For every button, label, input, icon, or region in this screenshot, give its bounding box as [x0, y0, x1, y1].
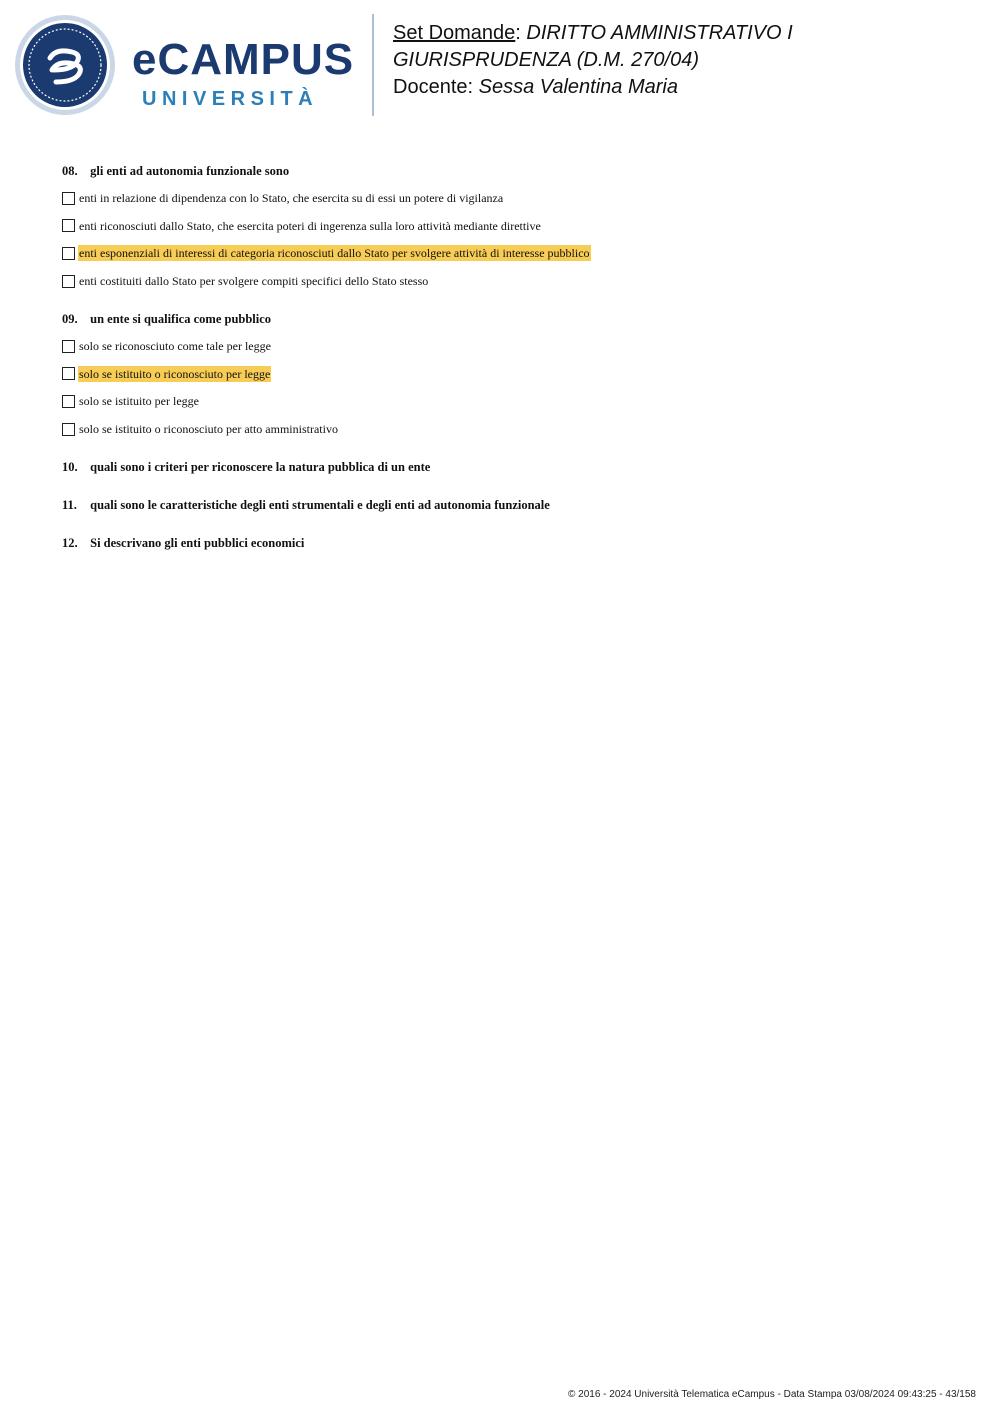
question-number: 08. [62, 164, 78, 178]
course-line-1 [393, 20, 993, 47]
question-text: Si descrivano gli enti pubblici economici [90, 536, 305, 551]
answer-checkbox[interactable] [62, 395, 75, 408]
answer-text-highlighted: enti esponenziali di interessi di categoria riconosciuti dallo Stato per svolgere attività di interesse pubblico [79, 246, 590, 261]
answer-checkbox[interactable] [62, 192, 75, 205]
answer-text: solo se istituito per legge [79, 394, 199, 409]
answer-option[interactable] [62, 392, 962, 410]
question-number: 11. [62, 498, 77, 513]
answer-option[interactable] [62, 272, 962, 290]
brand-subtitle: UNIVERSITÀ [142, 88, 319, 110]
question-text: gli enti ad autonomia funzionale sono [90, 164, 290, 178]
logo-wordmark [132, 35, 356, 114]
answer-option[interactable] [62, 337, 962, 355]
header-divider [372, 14, 374, 116]
page-footer: © 2016 - 2024 Università Telematica eCampus - Data Stampa 03/08/2024 09:43:25 - 43/158 [568, 1389, 976, 1400]
answer-text-highlighted: solo se istituito o riconosciuto per legge [79, 366, 271, 381]
course-title-1: DIRITTO AMMINISTRATIVO I [526, 22, 793, 44]
question-title [62, 459, 962, 475]
answer-checkbox[interactable] [62, 219, 75, 232]
question-title [62, 535, 962, 551]
question-11 [62, 497, 962, 513]
course-title-2: GIURISPRUDENZA (D.M. 270/04) [393, 49, 699, 71]
answer-text: enti riconosciuti dallo Stato, che esercita poteri di ingerenza sulla loro attività mediante direttive [79, 218, 541, 233]
brand-name: eCAMPUS [132, 35, 355, 84]
question-number: 10. [62, 460, 78, 475]
answer-option-highlighted[interactable] [62, 244, 962, 262]
answer-checkbox[interactable] [62, 340, 75, 353]
answer-text: solo se istituito o riconosciuto per atto amministrativo [79, 422, 338, 437]
question-10 [62, 459, 962, 475]
answer-checkbox[interactable] [62, 247, 75, 260]
answer-option[interactable] [62, 189, 962, 207]
set-separator: : [515, 22, 521, 44]
question-12 [62, 535, 962, 551]
question-08 [62, 163, 962, 290]
question-text: quali sono i criteri per riconoscere la natura pubblica di un ente [90, 460, 431, 475]
question-number: 09. [62, 312, 78, 327]
answer-text: enti costituiti dallo Stato per svolgere compiti specifici dello Stato stesso [79, 274, 429, 289]
answer-checkbox[interactable] [62, 275, 75, 288]
question-list [62, 163, 962, 573]
question-title [62, 163, 962, 179]
set-label: Set Domande [393, 22, 516, 44]
answer-checkbox[interactable] [62, 423, 75, 436]
question-text: un ente si qualifica come pubblico [90, 312, 272, 327]
question-text: quali sono le caratteristiche degli enti strumentali e degli enti ad autonomia funzionale [90, 498, 550, 513]
answer-option-highlighted[interactable] [62, 365, 962, 383]
teacher-line [393, 74, 993, 101]
logo-seal [14, 14, 116, 116]
question-09 [62, 311, 962, 438]
course-line-2 [393, 47, 993, 74]
answer-checkbox[interactable] [62, 367, 75, 380]
teacher-name: Sessa Valentina Maria [478, 76, 678, 98]
question-title [62, 311, 962, 327]
answer-option[interactable] [62, 217, 962, 235]
header-info [393, 20, 993, 101]
answer-text: solo se riconosciuto come tale per legge [79, 339, 271, 354]
answer-option[interactable] [62, 420, 962, 438]
teacher-label: Docente: [393, 76, 474, 98]
answer-text: enti in relazione di dipendenza con lo Stato, che esercita su di essi un potere di vigilanza [79, 191, 504, 205]
question-title [62, 497, 962, 513]
question-number: 12. [62, 536, 78, 551]
